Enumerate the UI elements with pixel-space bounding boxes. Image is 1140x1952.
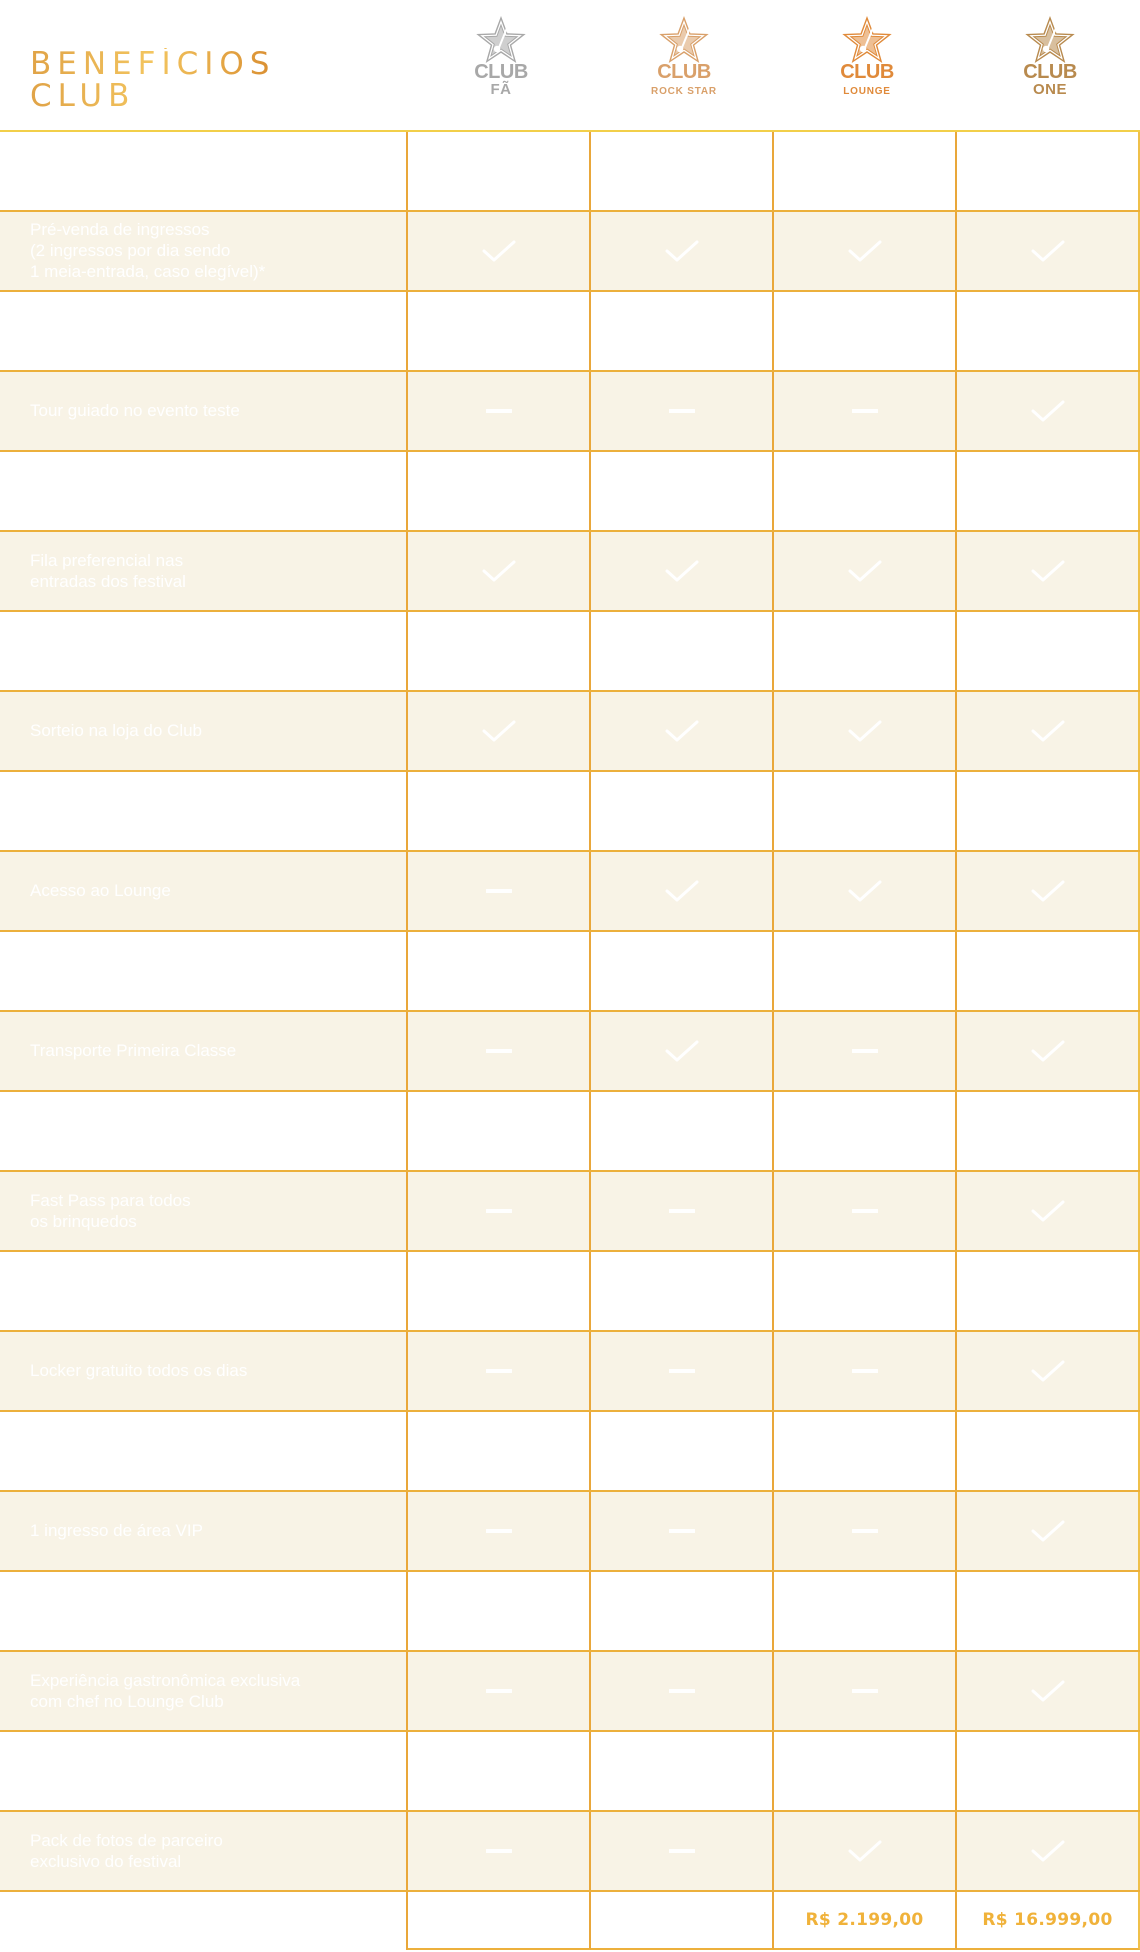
tier-name: FÃ [490,81,512,98]
dash-icon [845,1359,885,1383]
dash-icon [479,1359,519,1383]
price-cell-4 [957,1892,1140,1950]
check-icon [479,239,519,263]
benefit-label-cell [0,1652,408,1730]
dash-icon [479,399,519,423]
price-cell-2 [591,1892,774,1950]
tier-cell-3 [774,1252,957,1330]
tier-cell-3 [774,532,957,610]
tier-logo-3 [776,16,958,116]
benefit-label: Experiência gastronômica exclusiva com chef no Lounge Club [30,1670,301,1711]
check-icon [1028,1039,1068,1063]
benefit-label: Fila preferencial nas entradas dos festival [30,550,186,591]
benefit-label: Pack de fotos de parceiro exclusivo do festival [30,1830,223,1871]
tier-cell-3 [774,132,957,210]
tier-cell-2 [591,372,774,450]
tier-cell-2 [591,452,774,530]
check-icon [1028,1679,1068,1703]
benefit-label-cell [0,1732,408,1810]
benefit-label-cell [0,852,408,930]
tier-cell-3 [774,212,957,290]
benefit-label-cell [0,452,408,530]
tier-cell-2 [591,212,774,290]
benefit-label-cell [0,1812,408,1890]
tier-cell-1 [408,1092,591,1170]
tier-cell-1 [408,532,591,610]
tier-cell-1 [408,1252,591,1330]
table-row [0,1332,1140,1412]
table-row [0,1412,1140,1492]
benefit-label-cell [0,1492,408,1570]
check-icon [662,559,702,583]
star-guitar-icon [659,16,709,66]
tier-cell-4 [957,452,1140,530]
tier-cell-1 [408,452,591,530]
tier-cell-1 [408,1412,591,1490]
tier-cell-4 [957,1172,1140,1250]
tier-cell-2 [591,932,774,1010]
table-row [0,1492,1140,1572]
title-line-1: BENEFÍCIOS [30,46,276,82]
page-title [30,48,275,112]
dash-icon [479,879,519,903]
price-row [0,1892,1140,1950]
dash-icon [662,399,702,423]
table-row [0,452,1140,532]
tier-cell-1 [408,1732,591,1810]
check-icon [1028,1839,1068,1863]
dash-icon [662,1839,702,1863]
benefit-label: Fast Pass para todos os brinquedos [30,1190,191,1231]
benefit-label-cell [0,532,408,610]
tier-cell-4 [957,1572,1140,1650]
benefit-label-cell [0,1572,408,1650]
benefit-label-cell [0,1092,408,1170]
tier-cell-1 [408,1172,591,1250]
star-guitar-icon [1025,16,1075,66]
tier-cell-3 [774,292,957,370]
tier-cell-1 [408,932,591,1010]
tier-cell-2 [591,692,774,770]
check-icon [479,559,519,583]
check-icon [1028,1519,1068,1543]
tier-cell-1 [408,1492,591,1570]
table-row [0,292,1140,372]
tier-logo-1 [410,16,592,116]
check-icon [845,1839,885,1863]
dash-icon [845,1199,885,1223]
check-icon [662,719,702,743]
table-row [0,1732,1140,1812]
check-icon [1028,1359,1068,1383]
tier-cell-4 [957,1812,1140,1890]
benefit-label-cell [0,692,408,770]
check-icon [1028,239,1068,263]
table-row [0,1172,1140,1252]
check-icon [662,239,702,263]
tier-cell-4 [957,1092,1140,1170]
dash-icon [662,1199,702,1223]
check-icon [1028,1199,1068,1223]
dash-icon [845,1679,885,1703]
benefit-label: Tour guiado no evento teste [30,401,240,420]
table-row [0,132,1140,212]
tier-cell-4 [957,292,1140,370]
tier-cell-4 [957,212,1140,290]
tier-cell-3 [774,1812,957,1890]
tier-cell-2 [591,1172,774,1250]
dash-icon [479,1519,519,1543]
benefit-label: Transporte Primeira Classe [30,1041,237,1060]
table-row [0,1252,1140,1332]
tier-cell-4 [957,932,1140,1010]
tier-logo-2 [593,16,775,116]
tier-cell-4 [957,612,1140,690]
tier-club-label: CLUB [657,61,711,83]
header [0,0,1140,130]
table-row [0,1812,1140,1892]
tier-cell-4 [957,1652,1140,1730]
benefit-label: Locker gratuito todos os dias [30,1361,248,1380]
tier-logo-4 [959,16,1140,116]
tier-cell-2 [591,1492,774,1570]
tier-cell-2 [591,132,774,210]
dash-icon [479,1679,519,1703]
check-icon [1028,399,1068,423]
tier-cell-4 [957,1412,1140,1490]
benefit-label-cell [0,372,408,450]
tier-cell-2 [591,1332,774,1410]
tier-price: R$ 2.199,00 [805,1910,924,1930]
tier-cell-2 [591,1652,774,1730]
tier-cell-3 [774,1332,957,1410]
benefit-label-cell [0,612,408,690]
tier-price: R$ 16.999,00 [982,1910,1113,1930]
dash-icon [479,1839,519,1863]
dash-icon [662,1359,702,1383]
tier-cell-3 [774,852,957,930]
tier-cell-4 [957,772,1140,850]
check-icon [845,559,885,583]
tier-name: LOUNGE [843,86,891,97]
table-row [0,612,1140,692]
tier-cell-1 [408,292,591,370]
tier-club-label: CLUB [474,61,528,83]
tier-cell-4 [957,1252,1140,1330]
tier-cell-3 [774,1732,957,1810]
check-icon [1028,559,1068,583]
benefit-label-cell [0,212,408,290]
tier-cell-4 [957,1332,1140,1410]
tier-cell-2 [591,1732,774,1810]
benefit-label: 1 ingresso de área VIP [30,1521,203,1540]
benefit-label-cell [0,132,408,210]
tier-cell-1 [408,132,591,210]
benefit-label-cell [0,292,408,370]
tier-cell-2 [591,612,774,690]
table-row [0,692,1140,772]
check-icon [845,239,885,263]
tier-cell-4 [957,1492,1140,1570]
benefit-label-cell [0,932,408,1010]
tier-cell-4 [957,132,1140,210]
tier-cell-3 [774,1572,957,1650]
tier-cell-1 [408,212,591,290]
benefit-label: Sorteio na loja do Club [30,721,203,740]
check-icon [662,879,702,903]
title-line-2: CLUB [30,78,136,114]
tier-cell-3 [774,692,957,770]
star-guitar-icon [842,16,892,66]
dash-icon [479,1199,519,1223]
price-cell-1 [408,1892,591,1950]
tier-cell-3 [774,452,957,530]
tier-cell-1 [408,372,591,450]
price-label-cell [0,1892,408,1950]
tier-cell-3 [774,612,957,690]
tier-name: ROCK STAR [651,86,717,97]
tier-cell-1 [408,1812,591,1890]
tier-cell-3 [774,932,957,1010]
dash-icon [845,1039,885,1063]
tier-cell-3 [774,1012,957,1090]
tier-cell-3 [774,1492,957,1570]
tier-cell-1 [408,1572,591,1650]
tier-club-label: CLUB [1023,61,1077,83]
tier-cell-1 [408,692,591,770]
tier-cell-2 [591,532,774,610]
table-row [0,1652,1140,1732]
tier-cell-3 [774,1172,957,1250]
benefit-label-cell [0,1332,408,1410]
tier-club-label: CLUB [840,61,894,83]
tier-cell-1 [408,772,591,850]
table-row [0,932,1140,1012]
tier-cell-3 [774,372,957,450]
tier-cell-4 [957,532,1140,610]
table-row [0,852,1140,932]
tier-cell-3 [774,1652,957,1730]
tier-cell-1 [408,612,591,690]
star-guitar-icon [476,16,526,66]
tier-cell-1 [408,852,591,930]
check-icon [845,879,885,903]
table-row [0,372,1140,452]
tier-cell-4 [957,372,1140,450]
check-icon [845,719,885,743]
benefit-label-cell [0,1172,408,1250]
tier-cell-2 [591,772,774,850]
price-cell-3 [774,1892,957,1950]
tier-cell-2 [591,1412,774,1490]
table-row [0,212,1140,292]
dash-icon [662,1519,702,1543]
tier-cell-2 [591,1812,774,1890]
tier-cell-2 [591,1092,774,1170]
tier-cell-1 [408,1012,591,1090]
benefit-label-cell [0,772,408,850]
tier-cell-4 [957,852,1140,930]
tier-cell-3 [774,1092,957,1170]
table-row [0,532,1140,612]
check-icon [1028,879,1068,903]
tier-cell-2 [591,1572,774,1650]
benefits-table [0,130,1140,1950]
check-icon [479,719,519,743]
benefit-label: Acesso ao Lounge [30,881,171,900]
table-row [0,1572,1140,1652]
tier-cell-3 [774,772,957,850]
tier-cell-4 [957,1012,1140,1090]
benefit-label-cell [0,1412,408,1490]
tier-cell-2 [591,852,774,930]
tier-cell-4 [957,1732,1140,1810]
tier-cell-3 [774,1412,957,1490]
benefit-label: Pré-venda de ingressos (2 ingressos por dia sendo 1 meia-entrada, caso elegível)* [30,220,266,281]
check-icon [662,1039,702,1063]
check-icon [1028,719,1068,743]
table-row [0,1092,1140,1172]
dash-icon [845,399,885,423]
dash-icon [479,1039,519,1063]
table-row [0,772,1140,852]
tier-cell-2 [591,1012,774,1090]
table-row [0,1012,1140,1092]
dash-icon [662,1679,702,1703]
dash-icon [845,1519,885,1543]
tier-name: ONE [1032,81,1067,98]
tier-cell-2 [591,292,774,370]
benefit-label-cell [0,1252,408,1330]
benefit-label-cell [0,1012,408,1090]
tier-cell-1 [408,1652,591,1730]
tier-cell-1 [408,1332,591,1410]
tier-cell-4 [957,692,1140,770]
tier-cell-2 [591,1252,774,1330]
